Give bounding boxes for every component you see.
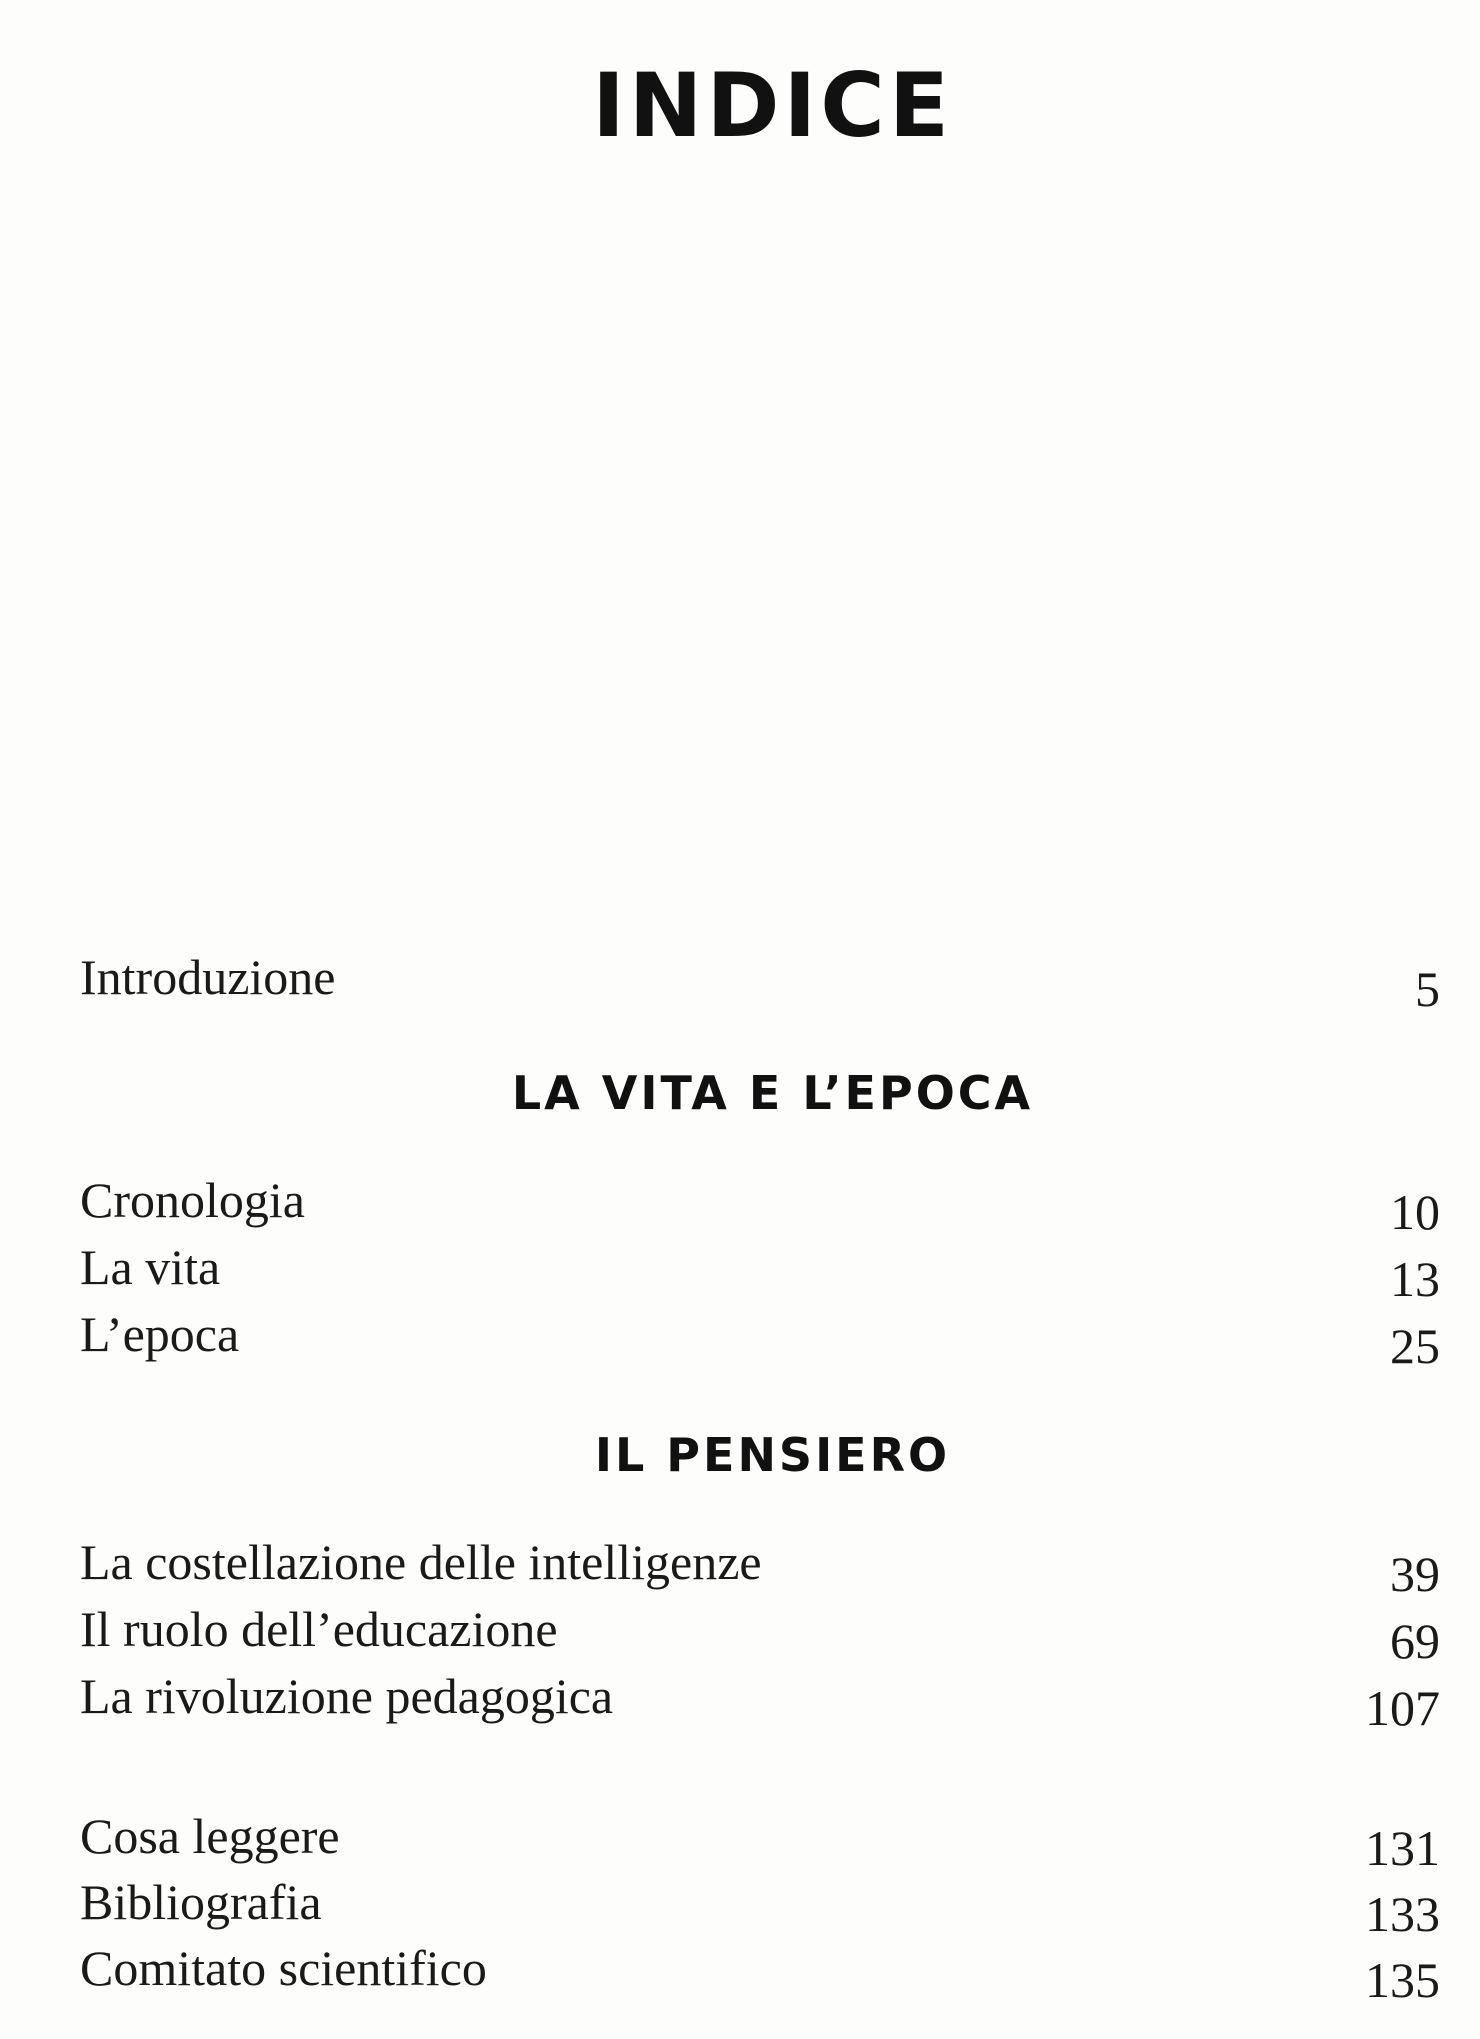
toc-entry-label: Cosa leggere: [80, 1808, 340, 1864]
toc-entry-introduction: [80, 949, 1440, 1017]
page-title: INDICE: [592, 54, 953, 157]
toc-entry-cosa-leggere: [80, 1808, 1440, 1876]
toc-entry-page: 107: [1365, 1680, 1440, 1736]
section-heading-vita: LA VITA E L’EPOCA: [511, 1066, 1034, 1120]
toc-entry-label: Cronologia: [80, 1172, 305, 1228]
toc-entry-page: 10: [1390, 1184, 1440, 1240]
toc-entry-label: Introduzione: [80, 949, 336, 1005]
toc-entry-label: La costellazione delle intelligenze: [80, 1534, 762, 1590]
toc-entry-page: 69: [1390, 1613, 1440, 1669]
toc-entry-costellazione: [80, 1534, 1440, 1602]
section-heading-pensiero: IL PENSIERO: [594, 1428, 951, 1482]
toc-entry-label: Bibliografia: [80, 1874, 322, 1930]
toc-entry-label: Il ruolo dell’educazione: [80, 1601, 558, 1657]
toc-entry-label: Comitato scientifico: [80, 1940, 487, 1996]
toc-entry-page: 5: [1415, 961, 1440, 1017]
toc-entry-page: 131: [1365, 1820, 1440, 1876]
toc-entry-bibliografia: [80, 1874, 1440, 1942]
toc-entry-comitato: [80, 1940, 1440, 2008]
toc-entry-epoca: [80, 1306, 1440, 1374]
toc-entry-page: 39: [1390, 1546, 1440, 1602]
toc-entry-page: 133: [1365, 1886, 1440, 1942]
toc-entry-page: 135: [1365, 1952, 1440, 2008]
toc-entry-label: L’epoca: [80, 1306, 240, 1362]
toc-entry-rivoluzione: [80, 1668, 1440, 1736]
toc-entry-page: 13: [1390, 1251, 1440, 1307]
toc-entry-educazione: [80, 1601, 1440, 1669]
toc-entry-page: 25: [1390, 1318, 1440, 1374]
toc-entry-label: La rivoluzione pedagogica: [80, 1668, 614, 1724]
toc-entry-label: La vita: [80, 1239, 221, 1295]
toc-entry-la-vita: [80, 1239, 1440, 1307]
toc-entry-cronologia: [80, 1172, 1440, 1240]
